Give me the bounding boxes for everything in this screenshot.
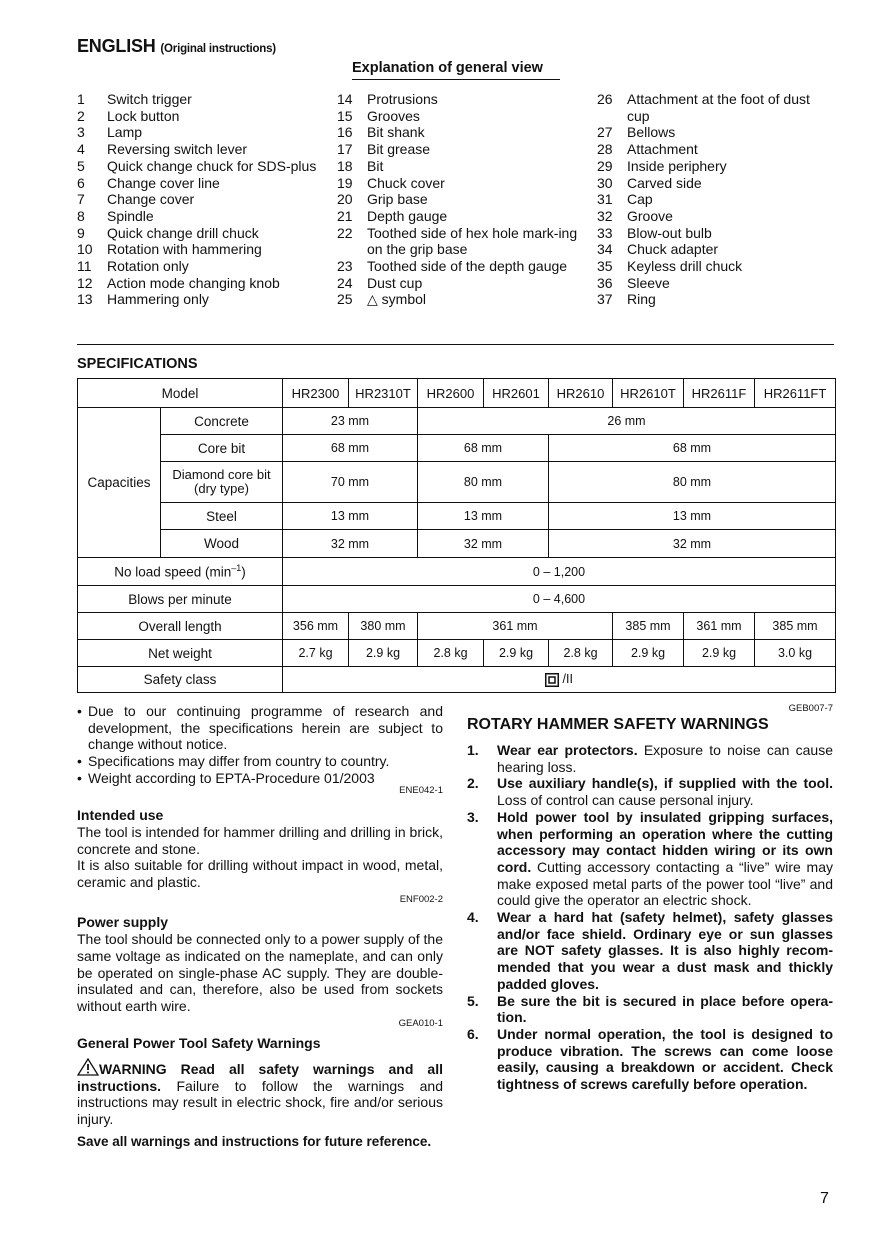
language-label: ENGLISH [77, 36, 156, 56]
list-item: 17 Bit grease [337, 141, 431, 158]
warning-text: Failure to follow the warnings and instructions may result in electric shock, fire and/or serious injury. [77, 1077, 443, 1128]
weight-value: 2.9 kg [349, 640, 418, 667]
list-item: 28 Attachment [597, 141, 698, 158]
list-item: 27 Bellows [597, 124, 676, 141]
diamond-label-line1: Diamond core bit [172, 467, 271, 482]
core-bit-value-3: 68 mm [549, 435, 836, 462]
list-item: 4. Wear a hard hat (safety helmet), safety glasses and/or face shield. Ordinary eye or sun glasses are NOT safety glasses. It is also highly recom-mended that you wear a dust mask and thickly padded gloves. [467, 909, 833, 992]
spec-notes [77, 703, 443, 1151]
list-item: 3. Hold power tool by insulated gripping surfaces, when performing an operation where the cutting accessory may contact hidden wiring or its own cord. Cutting accessory contacting a “live” wire may make exposed metal parts of the power tool “live” and could give the operator an electric shock. [467, 808, 833, 909]
no-load-speed-label: No load speed $(\min^{-1})$ [78, 558, 283, 586]
length-value: 361 mm [684, 613, 755, 640]
model-cell: HR2611F [684, 379, 755, 408]
model-cell: HR2611FT [755, 379, 836, 408]
power-supply-text: The tool should be connected only to a power supply of the same voltage as indicated on the nameplate, and can only be operated on single-phase AC supply. They are double-insulated and can, therefore, also be used from sockets without earth wire. [77, 931, 443, 1014]
list-item: 4 Reversing switch lever [77, 141, 248, 158]
diamond-core-bit-label [161, 462, 283, 503]
list-item: 22 Toothed side of hex hole mark-ing on the grip base [337, 224, 578, 258]
warning-paragraph [77, 1058, 443, 1128]
list-item: 3 Lamp [77, 124, 143, 141]
intended-use-title: Intended use [77, 807, 164, 824]
list-item: 37 Ring [597, 291, 656, 308]
list-item: 29 Inside periphery [597, 157, 727, 174]
list-item: 14 Protrusions [337, 91, 438, 107]
list-item: • Due to our continuing programme of research and development, the specifications herein are subject to change without notice. [77, 703, 443, 753]
list-item: 11 Rotation only [77, 258, 189, 275]
list-item: 33 Blow-out bulb [597, 224, 712, 241]
language-subtitle: (Original instructions) [160, 43, 276, 55]
language-heading [77, 36, 276, 57]
core-bit-value-2: 68 mm [418, 435, 549, 462]
list-item: 31 Cap [597, 191, 653, 208]
list-item: 5 Quick change chuck for SDS-plus [77, 157, 317, 174]
wood-value-1: 32 mm [283, 530, 418, 558]
length-value: 385 mm [613, 613, 684, 640]
model-cell: HR2310T [349, 379, 418, 408]
list-item: 10 Rotation with hammering [77, 241, 262, 258]
table-row [78, 462, 836, 503]
list-item: • Specifications may differ from country to country. [77, 753, 390, 770]
reference-code: ENF002-2 [399, 893, 443, 905]
table-row [78, 435, 836, 462]
list-item: 32 Groove [597, 207, 673, 224]
double-insulation-icon [545, 673, 559, 687]
general-view-title: Explanation of general view [352, 60, 560, 80]
length-value: 361 mm [418, 613, 613, 640]
wood-value-3: 32 mm [549, 530, 836, 558]
specifications-table [77, 378, 836, 693]
concrete-value-1: 23 mm [283, 408, 418, 435]
table-row [78, 613, 836, 640]
list-item: 26 Attachment at the foot of dust cup [597, 91, 810, 124]
intended-use-text-1: The tool is intended for hammer drilling and drilling in brick, concrete and stone. [77, 823, 443, 857]
core-bit-value-1: 68 mm [283, 435, 418, 462]
parts-list-col3 [597, 91, 834, 308]
table-row [78, 667, 836, 693]
parts-list-col2 [337, 91, 582, 308]
model-cell: HR2600 [418, 379, 484, 408]
warning-bold-text: WARNING Read all safety warnings and all instructions. [77, 1061, 443, 1094]
model-cell: HR2601 [484, 379, 549, 408]
table-row [78, 379, 836, 408]
model-label: Model [78, 379, 283, 408]
reference-code: GEA010-1 [398, 1017, 443, 1029]
safety-class-label: Safety class [78, 667, 283, 693]
list-item: 20 Grip base [337, 191, 428, 208]
table-row [78, 586, 836, 613]
steel-value-3: 13 mm [549, 503, 836, 530]
weight-value: 2.9 kg [613, 640, 684, 667]
list-item: 2 Lock button [77, 107, 180, 124]
power-supply-title: Power supply [77, 914, 169, 931]
list-item: 9 Quick change drill chuck [77, 224, 259, 241]
list-item: 6. Under normal operation, the tool is designed to produce vibration. The screws can come loose easily, causing a breakdown or accident. Check tightness of screws carefully before operation. [467, 1025, 833, 1093]
wood-label: Wood [161, 530, 283, 558]
list-item: 35 Keyless drill chuck [597, 258, 743, 275]
weight-value: 2.7 kg [283, 640, 349, 667]
page-number: 7 [820, 1190, 829, 1207]
list-item: 15 Grooves [337, 107, 420, 124]
concrete-label: Concrete [161, 408, 283, 435]
steel-value-1: 13 mm [283, 503, 418, 530]
list-item: 23 Toothed side of the depth gauge [337, 258, 568, 275]
blows-label: Blows per minute [78, 586, 283, 613]
intended-use-text-2: It is also suitable for drilling without impact in wood, metal, ceramic and plastic. [77, 857, 443, 891]
list-item: 18 Bit [337, 157, 384, 174]
rotary-warnings-list [467, 742, 833, 1093]
list-item: • Weight according to EPTA-Procedure 01/2003 [77, 769, 375, 786]
safety-class-value: /II [283, 667, 836, 693]
overall-length-label: Overall length [78, 613, 283, 640]
list-item: 5. Be sure the bit is secured in place before opera-tion. [467, 992, 833, 1026]
list-item: 36 Sleeve [597, 274, 670, 291]
diamond-value-2: 80 mm [418, 462, 549, 503]
general-safety-title: General Power Tool Safety Warnings [77, 1035, 321, 1052]
weight-value: 2.9 kg [484, 640, 549, 667]
save-instructions-text: Save all warnings and instructions for future reference. [77, 1133, 432, 1149]
reference-code: GEB007-7 [788, 703, 833, 714]
parts-list-col1 [77, 91, 327, 308]
steel-value-2: 13 mm [418, 503, 549, 530]
capacities-label: Capacities [78, 408, 161, 558]
list-item: 2. Use auxiliary handle(s), if supplied with the tool. Loss of control can cause personal injury. [467, 775, 833, 809]
diamond-value-3: 80 mm [549, 462, 836, 503]
length-value: 380 mm [349, 613, 418, 640]
diamond-label-line2: (dry type) [194, 481, 249, 496]
list-item: 8 Spindle [77, 207, 154, 224]
specifications-title: SPECIFICATIONS [77, 356, 198, 372]
reference-code: ENE042-1 [399, 784, 443, 796]
section-divider [77, 344, 834, 345]
list-item: 24 Dust cup [337, 274, 423, 291]
list-item: 25 △ symbol [337, 291, 427, 308]
length-value: 385 mm [755, 613, 836, 640]
warning-icon [77, 1058, 99, 1076]
list-item: 34 Chuck adapter [597, 241, 719, 258]
weight-value: 3.0 kg [755, 640, 836, 667]
list-item: 19 Chuck cover [337, 174, 445, 191]
list-item: 13 Hammering only [77, 291, 209, 308]
table-row [78, 408, 836, 435]
weight-value: 2.8 kg [549, 640, 613, 667]
steel-label: Steel [161, 503, 283, 530]
weight-value: 2.9 kg [684, 640, 755, 667]
length-value: 356 mm [283, 613, 349, 640]
table-row [78, 558, 836, 586]
no-load-speed-value: 0 – 1,200 [283, 558, 836, 586]
list-item: 16 Bit shank [337, 124, 425, 141]
table-row [78, 530, 836, 558]
list-item: 12 Action mode changing knob [77, 274, 280, 291]
list-item: 21 Depth gauge [337, 207, 448, 224]
model-cell: HR2300 [283, 379, 349, 408]
list-item: 7 Change cover [77, 191, 195, 208]
weight-value: 2.8 kg [418, 640, 484, 667]
net-weight-label: Net weight [78, 640, 283, 667]
list-item: 6 Change cover line [77, 174, 220, 191]
table-row [78, 503, 836, 530]
list-item: 1. Wear ear protectors. Exposure to noise can cause hearing loss. [467, 742, 834, 775]
list-item: 1 Switch trigger [77, 91, 192, 107]
core-bit-label: Core bit [161, 435, 283, 462]
rotary-hammer-warnings-title: ROTARY HAMMER SAFETY WARNINGS [467, 716, 769, 733]
blows-value: 0 – 4,600 [283, 586, 836, 613]
model-cell: HR2610 [549, 379, 613, 408]
concrete-value-2: 26 mm [418, 408, 836, 435]
diamond-value-1: 70 mm [283, 462, 418, 503]
model-cell: HR2610T [613, 379, 684, 408]
list-item: 30 Carved side [597, 174, 702, 191]
wood-value-2: 32 mm [418, 530, 549, 558]
table-row [78, 640, 836, 667]
